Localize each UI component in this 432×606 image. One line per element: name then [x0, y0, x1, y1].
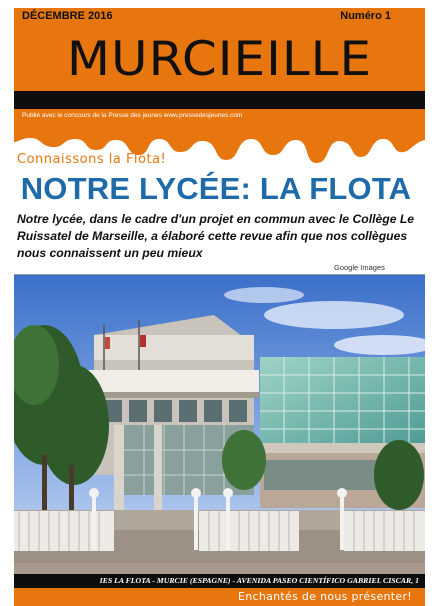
photo-caption [14, 574, 425, 588]
newspaper-title: MURCIEILLE [66, 31, 373, 87]
article-headline: NOTRE LYCÉE: LA FLOTA [20, 171, 412, 206]
article-lede: Notre lycée, dans le cadre d'un projet en commun avec le Collège Le Ruissatel de Marseille, a élaboré cette revue afin que nos collègues nous connaissent un peu mieux [17, 212, 415, 260]
masthead [14, 8, 425, 91]
issue-date: DÉCEMBRE 2016 [22, 10, 113, 22]
school-building-illustration [14, 275, 425, 575]
image-credit: Google Images [334, 263, 385, 272]
article-kicker: Connaissons la Flota! [17, 152, 167, 167]
footer-tagline: Enchantés de nous présenter! [237, 590, 412, 603]
publisher-line: Publié avec le concours de la Presse des jeunes www.pressedesjeunes.com [22, 112, 243, 119]
school-photo [14, 274, 425, 575]
issue-number: Numéro 1 [340, 10, 391, 22]
masthead-divider [14, 91, 425, 109]
photo-caption-text: IES LA FLOTA - MURCIE (ESPAGNE) - AVENIDA PASEO CIENTÍFICO GABRIEL CISCAR, 1 [99, 576, 419, 585]
